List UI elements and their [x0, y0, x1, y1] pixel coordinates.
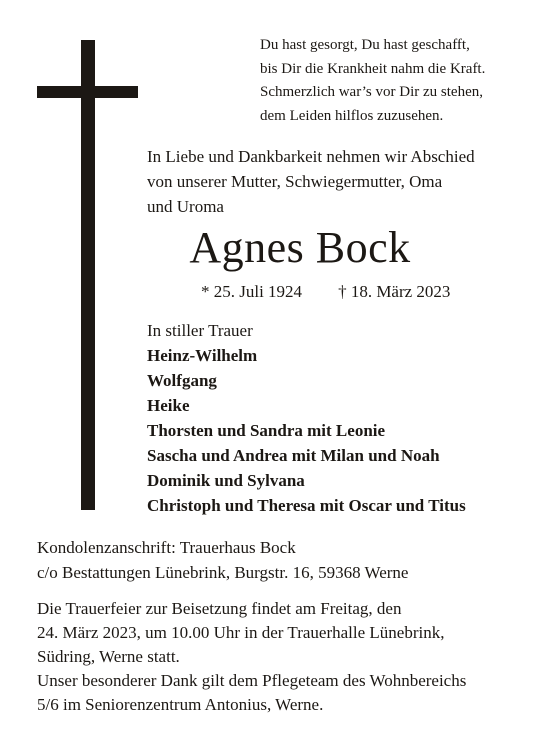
mourner-name: Wolfgang: [147, 371, 217, 390]
farewell-line: von unserer Mutter, Schwiegermutter, Oma: [147, 172, 443, 191]
mourner-name: Dominik und Sylvana: [147, 471, 305, 490]
poem-line: dem Leiden hilflos zuzusehen.: [260, 107, 444, 124]
mourners-block: [147, 318, 542, 518]
mourner-name: Sascha und Andrea mit Milan und Noah: [147, 446, 440, 465]
birth-date: * 25. Juli 1924: [201, 282, 303, 301]
death-date: † 18. März 2023: [338, 282, 451, 301]
cross-horizontal-bar: [37, 86, 138, 98]
mourner-name: Heinz-Wilhelm: [147, 346, 258, 365]
cross-vertical-bar: [81, 40, 95, 510]
farewell-line: In Liebe und Dankbarkeit nehmen wir Abschied: [147, 147, 475, 166]
address-line: Kondolenzanschrift: Trauerhaus Bock: [37, 538, 296, 557]
condolence-address: [37, 535, 537, 585]
ceremony-info: [37, 597, 542, 717]
farewell-text: [147, 144, 537, 219]
ceremony-line: Die Trauerfeier zur Beisetzung findet am Freitag, den: [37, 599, 402, 618]
mourner-name: Christoph und Theresa mit Oscar und Titus: [147, 496, 466, 515]
life-dates: [201, 280, 450, 304]
poem-line: Du hast gesorgt, Du hast geschafft,: [260, 37, 470, 53]
mourners-intro: In stiller Trauer: [147, 321, 253, 340]
mourners-list: [147, 343, 542, 518]
deceased-name: Agnes Bock: [189, 223, 411, 272]
mourner-name: Thorsten und Sandra mit Leonie: [147, 421, 386, 440]
mourner-name: Heike: [147, 396, 190, 415]
ceremony-line: Unser besonderer Dank gilt dem Pflegeteam des Wohnbereichs: [37, 671, 467, 690]
farewell-line: und Uroma: [147, 197, 224, 216]
address-line: c/o Bestattungen Lünebrink, Burgstr. 16, 59368 Werne: [37, 563, 409, 582]
poem-line: Schmerzlich war’s vor Dir zu stehen,: [260, 84, 483, 100]
ceremony-line: 24. März 2023, um 10.00 Uhr in der Trauerhalle Lünebrink,: [37, 623, 445, 642]
poem-verse: [260, 34, 540, 128]
ceremony-line: 5/6 im Seniorenzentrum Antonius, Werne.: [37, 695, 324, 714]
ceremony-line: Südring, Werne statt.: [37, 647, 180, 666]
poem-line: bis Dir die Krankheit nahm die Kraft.: [260, 60, 486, 77]
